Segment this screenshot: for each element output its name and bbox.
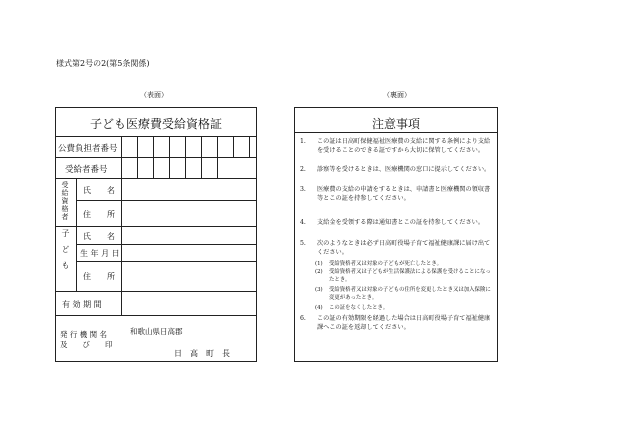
recipient-name-label: 氏 名	[83, 186, 115, 195]
notes-title: 注意事項	[371, 117, 420, 131]
certificate-back	[294, 107, 498, 362]
issuer-mayor: 日 高 町 長	[174, 349, 230, 358]
card-title: 子ども医療費受給資格証	[89, 117, 222, 131]
payer-number-label: 公費負担者番号	[58, 144, 118, 154]
form-number: 様式第2号の2(第5条関係)	[56, 59, 150, 68]
recipient-address-label: 住 所	[83, 210, 115, 219]
child-address-label: 住 所	[83, 272, 115, 281]
child-name-label: 氏 名	[83, 232, 115, 241]
seal-label: 及 び 印	[60, 340, 113, 349]
child-group-label: 子ども	[61, 229, 70, 277]
front-side-label: （表面）	[140, 91, 168, 99]
notes-list: 1. この証は日高町保健福祉医療費の支給に関する条例により支給を受けることのできる証ですから大切に保管してください。 2. 診察等を受けるときは、医療機関の窓口に提示してください。 3. 医療費の支給の申請をするときは、申請書と医療機関の領収書等とこの証を持参してください。 4. 支給金を受領する際は通知書とこの証を持参してください。 5. 次のようなときは必ず日高町役場子育て福祉健康課に届け出てください。 (1) 受給資格者又は対象の子どもが死亡したとき。 (2) 受給資格者又は子どもが生活保護法による保護を受けることになったとき。 (3) 受給資格者又は対象の子どもの住所を変更したとき又は加入保険に変更があったとき。 (4) この証をなくしたとき。 6. この証の有効期限を経過した場合は日高町役場子育て福祉健康課へこの証を返却してください。	[300, 138, 491, 332]
child-dob-label: 生 年 月 日	[80, 249, 120, 258]
recipient-group-label: 受給資格者	[61, 181, 69, 221]
certificate-front	[55, 107, 257, 362]
back-side-label: （裏面）	[383, 91, 411, 99]
validity-label: 有 効 期 間	[62, 300, 102, 309]
issuer-prefecture: 和歌山県日高郡	[130, 327, 183, 336]
issuer-label: 発 行 機 関 名	[60, 330, 108, 339]
recipient-number-label: 受給者番号	[65, 165, 108, 175]
